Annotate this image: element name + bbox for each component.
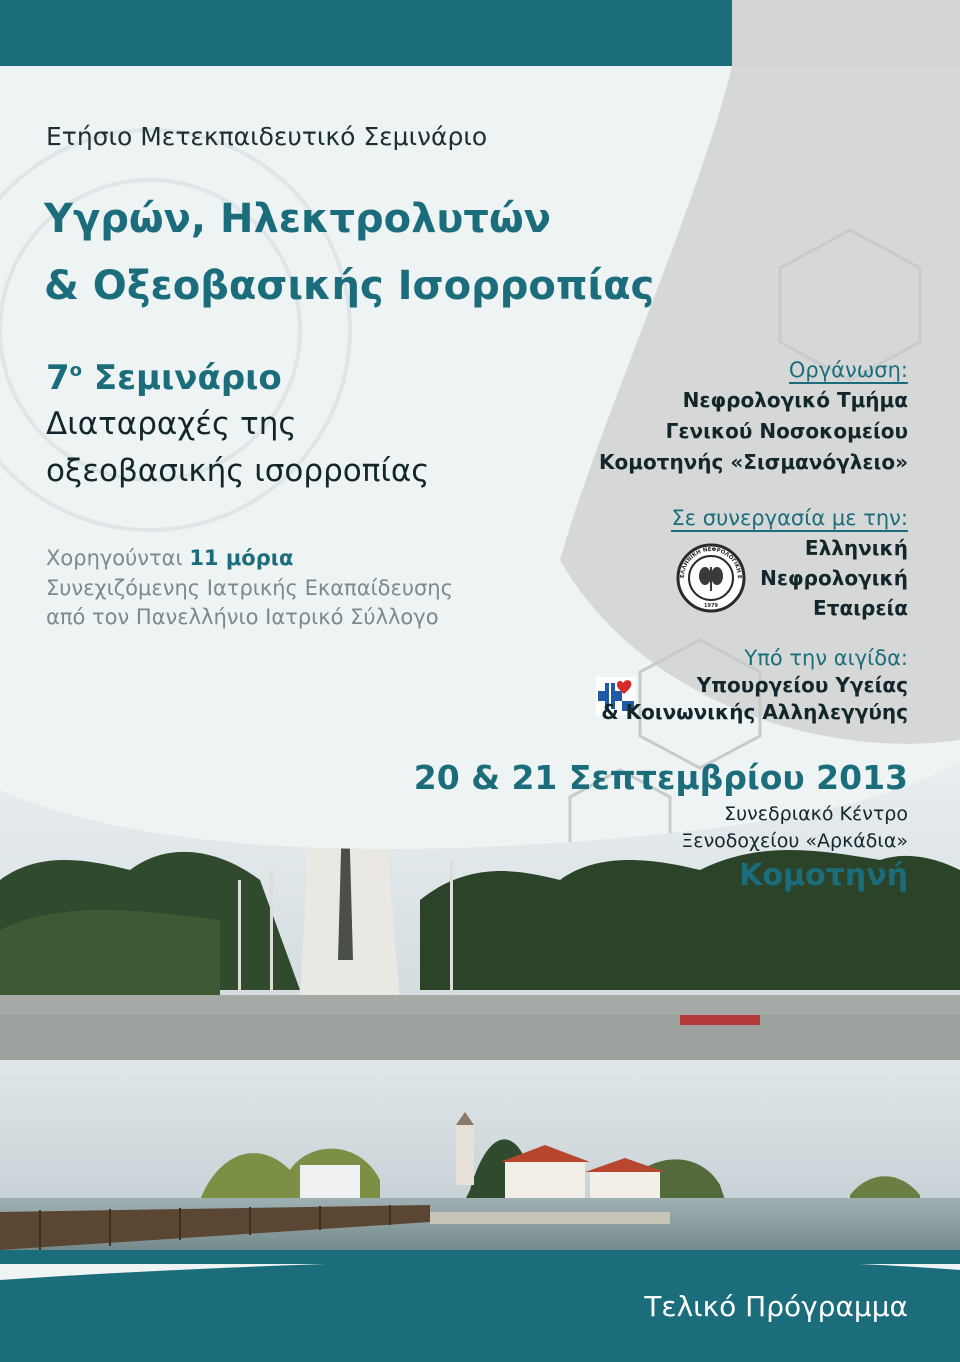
- venue-line-2: Ξενοδοχείου «Αρκάδια»: [681, 830, 908, 852]
- seminar-heading: [46, 358, 282, 398]
- auspices-line-2: & Κοινωνικής Αλληλεγγύης: [601, 700, 908, 724]
- kidney-society-seal-icon: [676, 543, 746, 617]
- title-line-1: Υγρών, Ηλεκτρολυτών: [44, 196, 551, 242]
- credits-line-3: από τον Πανελλήνιο Ιατρικό Σύλλογο: [46, 605, 439, 629]
- auspices-label: Υπό την αιγίδα:: [744, 646, 908, 670]
- seminar-number-suffix: ο: [69, 360, 83, 381]
- event-date: 20 & 21 Σεπτεμβρίου 2013: [413, 758, 908, 797]
- seminar-subtitle-2: οξεοβασικής ισορροπίας: [46, 453, 430, 489]
- auspices-line-1: Υπουργείου Υγείας: [696, 673, 908, 697]
- collaboration-line-3: Εταιρεία: [813, 596, 908, 620]
- venue-line-1: Συνεδριακό Κέντρο: [724, 803, 908, 825]
- final-program-label: Τελικό Πρόγραμμα: [644, 1290, 908, 1323]
- title-line-2: & Οξεοβασικής Ισορροπίας: [44, 263, 655, 309]
- credits-line-1: [46, 546, 293, 570]
- seminar-subtitle-1: Διαταραχές της: [46, 406, 297, 442]
- collaboration-line-1: Ελληνική: [804, 536, 908, 560]
- organization-line-3: Κομοτηνής «Σισμανόγλειο»: [598, 450, 908, 474]
- event-kicker: Ετήσιο Μετεκπαιδευτικό Σεμινάριο: [46, 122, 488, 151]
- collaboration-label: Σε συνεργασία με την:: [671, 506, 908, 530]
- credits-line-2: Συνεχιζόμενης Ιατρικής Εκαπαίδευσης: [46, 576, 453, 600]
- organization-line-2: Γενικού Νοσοκομείου: [665, 419, 908, 443]
- seminar-number: 7: [46, 358, 70, 398]
- svg-text:1979: 1979: [704, 603, 718, 609]
- credits-prefix: Χορηγούνται: [46, 546, 190, 570]
- organization-line-1: Νεφρολογικό Τμήμα: [682, 388, 908, 412]
- seminar-label: Σεμινάριο: [93, 358, 282, 398]
- collaboration-line-2: Νεφρολογική: [760, 566, 908, 590]
- credits-points: 11 μόρια: [189, 546, 294, 570]
- organization-label: Οργάνωση:: [788, 358, 908, 382]
- svg-text:ΕΛΛΗΝΙΚΗ ΝΕΦΡΟΛΟΓΙΚΗ ΕΤΑΙΡΕΙΑ: ΕΛΛΗΝΙΚΗ ΝΕΦΡΟΛΟΓΙΚΗ Ε: [679, 546, 743, 579]
- event-city: Κομοτηνή: [739, 858, 908, 893]
